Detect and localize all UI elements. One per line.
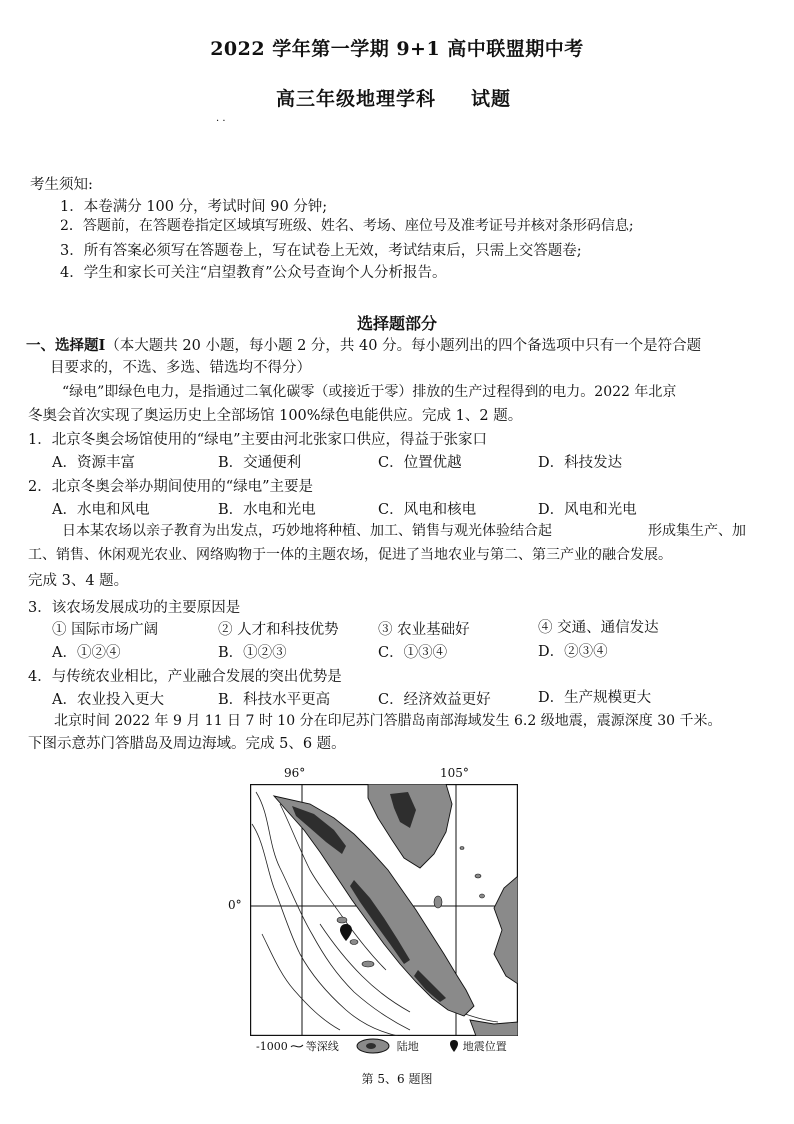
passage-2-line-1b: 形成集生产、加 (648, 523, 746, 539)
legend-contour-label: 等深线 (305, 1040, 339, 1053)
scan-dots: · · (216, 116, 226, 127)
contour-line-icon (290, 1041, 304, 1051)
q3-option-c: C．①③④ (378, 645, 448, 661)
q2-option-d: D．风电和光电 (538, 502, 637, 518)
exam-title: 2022 学年第一学期 9+1 高中联盟期中考 (210, 38, 584, 60)
q3-option-b: B．①②③ (218, 645, 287, 661)
passage-2-line-1a: 日本某农场以亲子教育为出发点，巧妙地将种植、加工、销售与观光体验结合起 (62, 523, 552, 539)
passage-1-line-1: “绿电”即绿色电力，是指通过二氧化碳零（或接近于零）排放的生产过程得到的电力。2022 年北京 (62, 384, 677, 400)
q2-option-b: B．水电和光电 (218, 502, 316, 518)
part-description-2: 目要求的，不选、多选、错选均不得分） (50, 360, 311, 376)
q1-option-a: A．资源丰富 (52, 455, 135, 471)
notice-item-4: 4．学生和家长可关注“启望教育”公众号查询个人分析报告。 (60, 265, 447, 281)
map-lat-label-0: 0° (228, 898, 242, 912)
passage-1-line-2: 冬奥会首次实现了奥运历史上全部场馆 100%绿色电能供应。完成 1、2 题。 (28, 408, 523, 424)
question-3-stem: 3．该农场发展成功的主要原因是 (28, 600, 241, 616)
question-2-stem: 2．北京冬奥会举办期间使用的“绿电”主要是 (28, 479, 314, 495)
q2-option-c: C．风电和核电 (378, 502, 477, 518)
exam-subtitle: 高三年级地理学科 (276, 88, 437, 110)
q1-option-c: C．位置优越 (378, 455, 462, 471)
notice-item-3: 3．所有答案必须写在答题卷上，写在试卷上无效，考试结束后，只需上交答题卷; (60, 243, 582, 259)
q1-option-b: B．交通便利 (218, 455, 302, 471)
q3-option-d: D．②③④ (538, 644, 608, 660)
q4-option-a: A．农业投入更大 (52, 692, 164, 708)
sumatra-map (250, 784, 518, 1036)
notice-heading: 考生须知: (30, 177, 93, 193)
exam-subtitle-suffix: 试题 (471, 88, 512, 110)
q4-option-b: B．科技水平更高 (218, 692, 331, 708)
notice-item-2: 2．答题前，在答题卷指定区域填写班级、姓名、考场、座位号及准考证号并核对条形码信息; (60, 218, 634, 234)
earthquake-location-icon (449, 1039, 459, 1053)
legend-contour-value: -1000 (256, 1039, 288, 1053)
map-legend (256, 1038, 507, 1054)
land-legend-icon (355, 1038, 391, 1054)
notice-item-1: 1．本卷满分 100 分，考试时间 90 分钟; (60, 199, 328, 215)
q3-choice-2: ② 人才和科技优势 (218, 622, 339, 638)
passage-2-line-2: 工、销售、休闲观光农业、网络购物于一体的主题农场，促进了当地农业与第二、第三产业的融合发展。 (28, 547, 672, 563)
q2-option-a: A．水电和风电 (52, 502, 150, 518)
map-lon-label-105: 105° (440, 766, 469, 780)
passage-2-line-3: 完成 3、4 题。 (28, 573, 129, 589)
figure-caption: 第 5、6 题图 (361, 1072, 433, 1086)
question-4-stem: 4．与传统农业相比，产业融合发展的突出优势是 (28, 669, 342, 685)
q1-option-d: D．科技发达 (538, 455, 623, 471)
legend-land-label: 陆地 (396, 1040, 419, 1053)
q4-option-c: C．经济效益更好 (378, 692, 491, 708)
map-lon-label-96: 96° (284, 766, 306, 780)
question-1-stem: 1．北京冬奥会场馆使用的“绿电”主要由河北张家口供应，得益于张家口 (28, 432, 488, 448)
section-title: 选择题部分 (356, 314, 437, 333)
q3-option-a: A．①②④ (52, 645, 121, 661)
passage-3-line-2: 下图示意苏门答腊岛及周边海域。完成 5、6 题。 (28, 736, 346, 752)
part-label: 一、选择题Ⅰ (26, 337, 106, 354)
q3-choice-4: ④ 交通、通信发达 (538, 620, 659, 636)
passage-3-line-1: 北京时间 2022 年 9 月 11 日 7 时 10 分在印尼苏门答腊岛南部海域发生 6.2 级地震，震源深度 30 千米。 (54, 713, 722, 729)
q3-choice-3: ③ 农业基础好 (378, 622, 470, 638)
q3-choice-1: ① 国际市场广阔 (52, 622, 159, 638)
q4-option-d: D．生产规模更大 (538, 690, 652, 706)
legend-quake-label: 地震位置 (462, 1040, 507, 1053)
part-description-1: （本大题共 20 小题，每小题 2 分，共 40 分。每小题列出的四个备选项中只有一个是符合题 (105, 338, 702, 354)
